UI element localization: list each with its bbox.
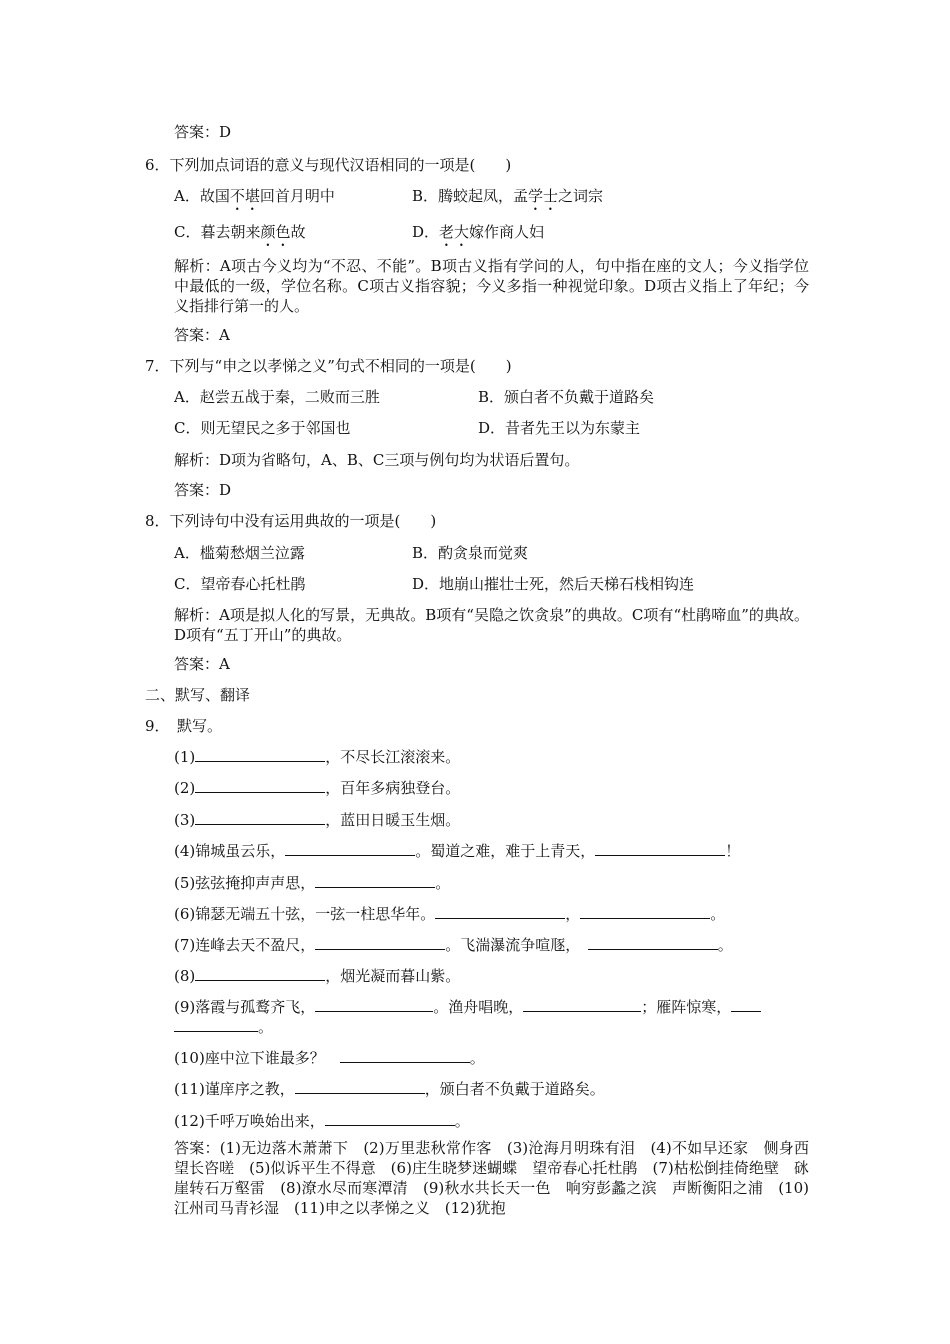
fill-blank[interactable] <box>435 904 565 919</box>
fill-blank[interactable] <box>315 873 435 888</box>
q7-option-d: D．昔者先王以为东蒙主 <box>478 419 641 437</box>
q6-stem: 6．下列加点词语的意义与现代汉语相同的一项是( ) <box>145 156 512 174</box>
q9-item-12: (12)千呼万唤始出来， 。 <box>174 1112 470 1130</box>
q9-item-3: (3) ，蓝田日暖玉生烟。 <box>174 811 461 829</box>
fill-blank[interactable] <box>523 997 641 1012</box>
fill-blank[interactable] <box>315 997 433 1012</box>
q5-answer: 答案：D <box>174 123 232 141</box>
fill-blank[interactable] <box>731 997 761 1012</box>
q9-item-9: (9)落霞与孤鹜齐飞， 。渔舟唱晚， ；雁阵惊寒， <box>174 997 761 1017</box>
q9-item-5: (5)弦弦掩抑声声思， 。 <box>174 874 451 892</box>
q8-option-a: A．槛菊愁烟兰泣露 <box>174 544 305 562</box>
fill-blank[interactable] <box>595 841 725 856</box>
fill-blank[interactable] <box>195 778 325 793</box>
fill-blank[interactable] <box>588 935 718 950</box>
q9-item-7: (7)连峰去天不盈尺， 。飞湍瀑流争喧豗， 。 <box>174 936 733 954</box>
q7-analysis: 解析：D项为省略句，A、B、C三项与例句均为状语后置句。 <box>174 451 580 469</box>
q9-item-10: (10)座中泣下谁最多？ 。 <box>174 1049 485 1067</box>
fill-blank[interactable] <box>195 966 325 981</box>
q8-option-b: B．酌贪泉而觉爽 <box>412 544 529 562</box>
q9-item-8: (8) ，烟光凝而暮山紫。 <box>174 967 461 985</box>
fill-blank[interactable] <box>295 1079 425 1094</box>
q8-analysis: 解析：A项是拟人化的写景，无典故。B项有“吴隐之饮贪泉”的典故。C项有“杜鹃啼血”的典故。D项有“五丁开山”的典故。 <box>174 606 809 644</box>
q7-option-b: B．颁白者不负戴于道路矣 <box>478 388 655 406</box>
q8-option-c: C．望帝春心托杜鹃 <box>174 575 306 593</box>
q6-option-b: B．腾蛟起凤，孟学士之词宗 <box>412 187 604 205</box>
q6-analysis: 解析：A项古今义均为“不忍、不能”。B项古义指有学问的人，句中指在座的文人；今义指学位中最低的一级，学位名称。C项古义指容貌；今义多指一种视觉印象。D项古义指上了年纪；今义指排行第一的人。 <box>174 257 809 315</box>
q7-option-c: C．则无望民之多于邻国也 <box>174 419 351 437</box>
q9-item-4: (4)锦城虽云乐， 。蜀道之难，难于上青天， ！ <box>174 842 741 860</box>
fill-blank[interactable] <box>195 747 325 762</box>
fill-blank[interactable] <box>195 810 325 825</box>
fill-blank[interactable] <box>315 935 445 950</box>
q8-stem: 8．下列诗句中没有运用典故的一项是( ) <box>145 512 437 530</box>
q9-stem: 9． 默写。 <box>145 717 223 735</box>
q9-item-1: (1) ，不尽长江滚滚来。 <box>174 748 461 766</box>
q6-option-d: D．老大嫁作商人妇 <box>412 223 545 241</box>
section-title: 二、默写、翻译 <box>145 686 251 704</box>
q6-option-a: A．故国不堪回首月明中 <box>174 187 335 205</box>
fill-blank[interactable] <box>325 1111 455 1126</box>
q7-answer: 答案：D <box>174 481 232 499</box>
q8-answer: 答案：A <box>174 655 230 673</box>
fill-blank[interactable] <box>174 1017 258 1032</box>
q8-option-d: D．地崩山摧壮士死，然后天梯石栈相钩连 <box>412 575 695 593</box>
fill-blank[interactable] <box>340 1048 470 1063</box>
q9-item-6: (6)锦瑟无端五十弦，一弦一柱思华年。 ， 。 <box>174 905 726 923</box>
q6-option-c: C．暮去朝来颜色故 <box>174 223 306 241</box>
q9-item-2: (2) ，百年多病独登台。 <box>174 779 461 797</box>
q9-item-9-cont: 。 <box>174 1017 273 1037</box>
q9-answer: 答案：(1)无边落木萧萧下 (2)万里悲秋常作客 (3)沧海月明珠有泪 (4)不如早还家 侧身西望长咨嗟 (5)似诉平生不得意 (6)庄生晓梦迷蝴蝶 望帝春心托杜鹃 (7)枯松倒挂倚绝壁 砯崖转石万壑雷 (8)潦水尽而寒潭清 (9)秋水共长天一色 响穷彭蠡之滨 声断衡阳之浦 (10)江州司马青衫湿 (11)申之以孝悌之义 (12)犹抱 <box>174 1139 809 1217</box>
q7-option-a: A．赵尝五战于秦，二败而三胜 <box>174 388 380 406</box>
q9-item-11: (11)谨庠序之教， ，颁白者不负戴于道路矣。 <box>174 1080 605 1098</box>
q7-stem: 7．下列与“申之以孝悌之义”句式不相同的一项是( ) <box>145 357 512 375</box>
fill-blank[interactable] <box>285 841 415 856</box>
fill-blank[interactable] <box>580 904 710 919</box>
q6-answer: 答案：A <box>174 326 230 344</box>
